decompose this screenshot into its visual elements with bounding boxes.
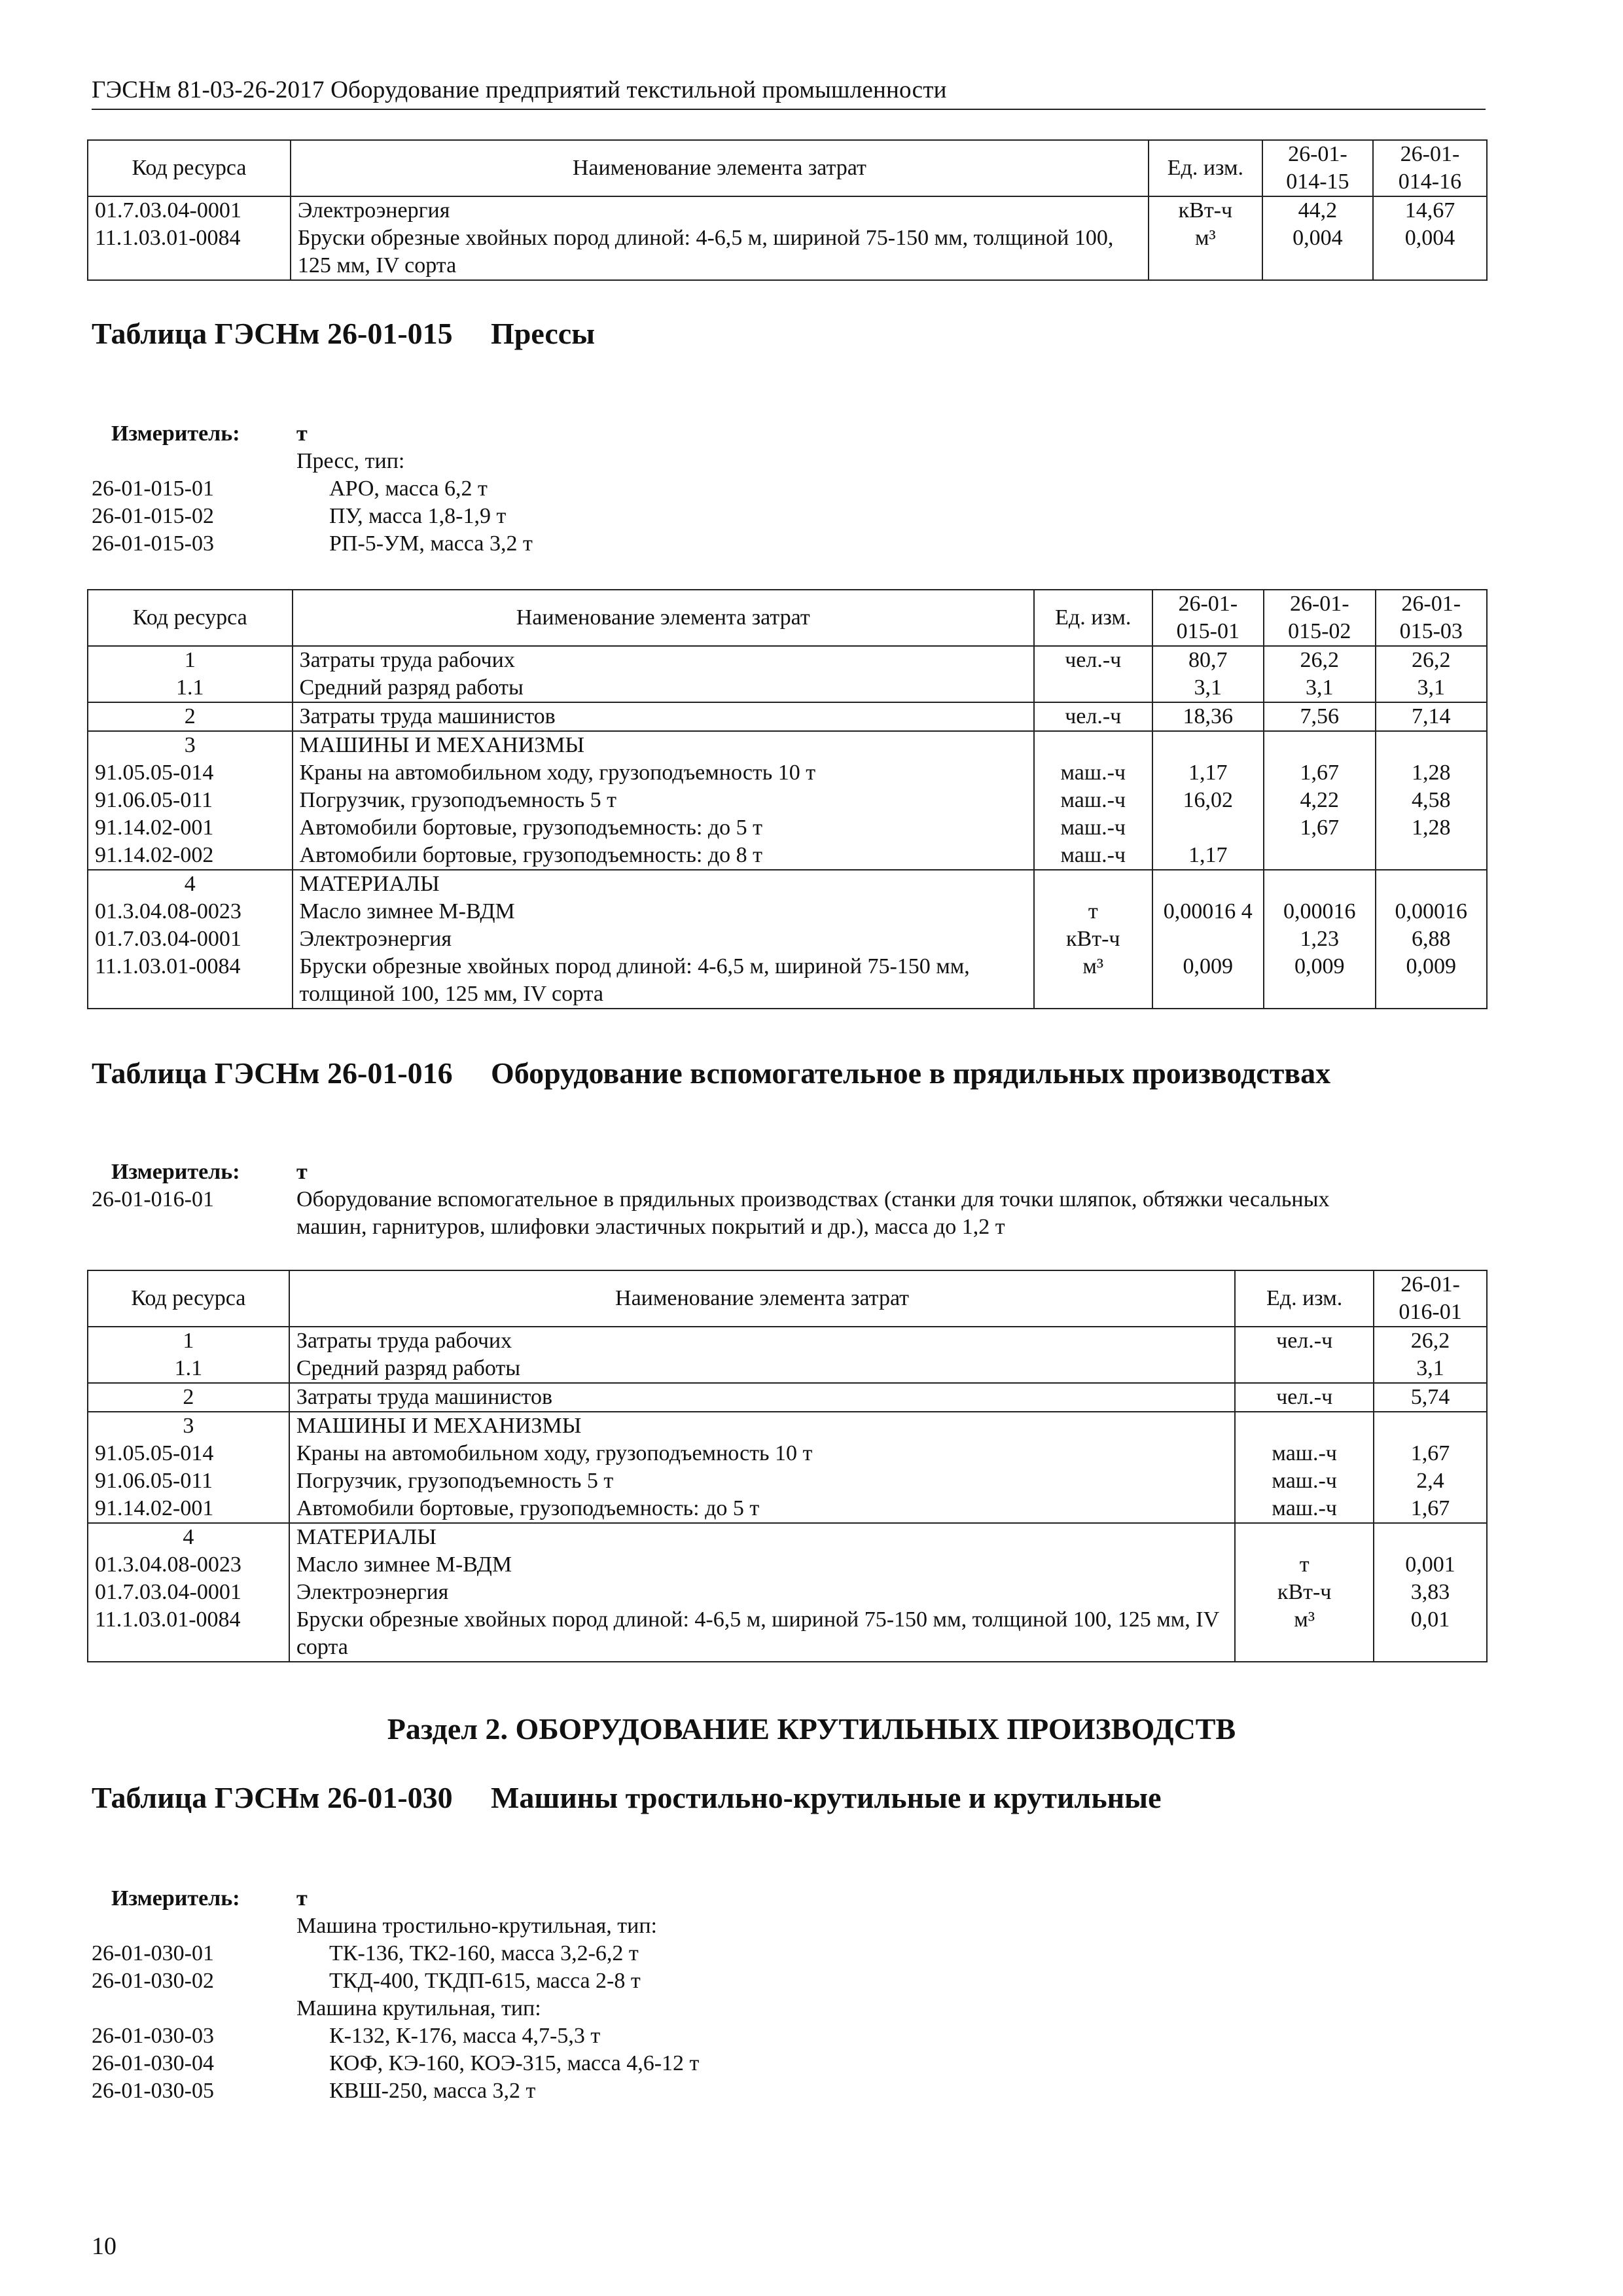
col-header-unit: Ед. изм. — [1235, 1270, 1374, 1327]
cell-unit: чел.-ч — [1034, 646, 1152, 674]
col-header-unit: Ед. изм. — [1149, 140, 1262, 196]
cell-name: Электроэнергия — [293, 925, 1034, 953]
item-code: 26-01-030-03 — [92, 2024, 214, 2048]
table-row — [88, 898, 1487, 925]
item-code: 26-01-030-02 — [92, 1969, 214, 1993]
cell-code: 11.1.03.01-0084 — [88, 1606, 289, 1662]
table-row — [88, 1579, 1487, 1606]
cell-value: 3,1 — [1374, 1355, 1487, 1383]
cell-code: 4 — [88, 870, 293, 898]
cell-value: 0,009 — [1264, 953, 1375, 1009]
cell-unit: маш.-ч — [1034, 787, 1152, 814]
cell-value: 1,67 — [1374, 1495, 1487, 1523]
cell-value: 0,009 — [1376, 953, 1488, 1009]
table-row — [88, 787, 1487, 814]
cell-value: 0,004 — [1373, 224, 1487, 280]
cell-value: 0,009 — [1152, 953, 1264, 1009]
table-group-row — [88, 1412, 1487, 1440]
cell-value: 4,58 — [1376, 787, 1488, 814]
cell-value: 2,4 — [1374, 1467, 1487, 1495]
cell-value: 0,00016 — [1264, 898, 1375, 925]
item-code: 26-01-016-01 — [92, 1187, 214, 1211]
cell-code: 1 — [88, 646, 293, 674]
cell-value: 26,2 — [1264, 646, 1375, 674]
table-016 — [87, 1270, 1488, 1662]
cell-unit: маш.-ч — [1034, 814, 1152, 842]
item-code: 26-01-030-01 — [92, 1941, 214, 1965]
cell-unit: чел.-ч — [1034, 702, 1152, 731]
item-code: 26-01-015-03 — [92, 531, 214, 556]
page-header-title: ГЭСНм 81-03-26-2017 Оборудование предприятий текстильной промышленности — [92, 77, 947, 103]
item-code: 26-01-030-04 — [92, 2051, 214, 2075]
cell-code: 91.05.05-014 — [88, 759, 293, 787]
cell-unit: маш.-ч — [1034, 759, 1152, 787]
cell-group-name: МАТЕРИАЛЫ — [293, 870, 1034, 898]
cell-value: 44,2 — [1262, 196, 1373, 224]
cell-unit: м³ — [1235, 1606, 1374, 1662]
measure-label: Измеритель: — [111, 1160, 240, 1184]
cell-value: 5,74 — [1374, 1383, 1487, 1412]
cell-name: Автомобили бортовые, грузоподъемность: до 5 т — [293, 814, 1034, 842]
cell-code: 01.3.04.08-0023 — [88, 898, 293, 925]
cell-name: Затраты труда рабочих — [289, 1327, 1235, 1355]
section-2-heading: Раздел 2. ОБОРУДОВАНИЕ КРУТИЛЬНЫХ ПРОИЗВОДСТВ — [387, 1712, 1236, 1746]
cell-code: 01.7.03.04-0001 — [88, 196, 291, 224]
item-text: КОФ, КЭ-160, КОЭ-315, масса 4,6-12 т — [329, 2051, 700, 2075]
cell-name: Масло зимнее М-ВДМ — [289, 1551, 1235, 1579]
table-row — [88, 702, 1487, 731]
cell-code: 11.1.03.01-0084 — [88, 953, 293, 1009]
table-030-measure-block — [92, 1885, 1486, 2103]
table-row — [88, 842, 1487, 870]
cell-unit: чел.-ч — [1235, 1327, 1374, 1355]
cell-code: 2 — [88, 702, 293, 731]
table-header-row — [88, 590, 1487, 646]
cell-name: Затраты труда машинистов — [289, 1383, 1235, 1412]
cell-code: 1.1 — [88, 1355, 289, 1383]
table-row — [88, 1495, 1487, 1523]
table-row — [88, 1606, 1487, 1662]
item-code: 26-01-030-05 — [92, 2079, 214, 2103]
cell-name: Бруски обрезные хвойных пород длиной: 4-6,5 м, шириной 75-150 мм, толщиной 100, 125 мм, IV сорта — [293, 953, 1034, 1009]
cell-value: 26,2 — [1376, 646, 1488, 674]
table-030-title — [92, 1777, 1486, 1862]
cell-name: Бруски обрезные хвойных пород длиной: 4-6,5 м, шириной 75-150 мм, толщиной 100, 125 мм, IV сорта — [291, 224, 1149, 280]
table-016-number: Таблица ГЭСНм 26-01-016 — [92, 1056, 453, 1090]
cell-name: Средний разряд работы — [293, 674, 1034, 702]
table-015-measure-block — [92, 420, 1486, 564]
cell-value: 6,88 — [1376, 925, 1488, 953]
col-header-26-01-016-01: 26-01-016-01 — [1374, 1270, 1487, 1327]
table-group-row — [88, 1523, 1487, 1551]
col-header-name: Наименование элемента затрат — [289, 1270, 1235, 1327]
cell-code: 91.06.05-011 — [88, 1467, 289, 1495]
measure-unit: т — [296, 1886, 308, 1910]
cell-name: Средний разряд работы — [289, 1355, 1235, 1383]
cell-name: Краны на автомобильном ходу, грузоподъемность 10 т — [289, 1440, 1235, 1467]
cell-value: 1,28 — [1376, 759, 1488, 787]
cell-unit — [1235, 1355, 1374, 1383]
table-row — [88, 953, 1487, 1009]
cell-value: 7,14 — [1376, 702, 1488, 731]
cell-value: 18,36 — [1152, 702, 1264, 731]
cell-value: 1,23 — [1264, 925, 1375, 953]
measure-group-label: Машина тростильно-крутильная, тип: — [296, 1914, 657, 1938]
col-header-26-01-014-15: 26-01-014-15 — [1262, 140, 1373, 196]
cell-unit: маш.-ч — [1235, 1495, 1374, 1523]
table-015-title — [92, 313, 1486, 398]
cell-code: 1.1 — [88, 674, 293, 702]
measure-group-label: Машина крутильная, тип: — [296, 1996, 541, 2020]
cell-unit: чел.-ч — [1235, 1383, 1374, 1412]
cell-value: 1,67 — [1264, 814, 1375, 842]
table-row — [88, 814, 1487, 842]
cell-value — [1376, 842, 1488, 870]
cell-code: 91.14.02-001 — [88, 1495, 289, 1523]
cell-code: 91.14.02-002 — [88, 842, 293, 870]
cell-value: 4,22 — [1264, 787, 1375, 814]
cell-value: 0,00016 — [1376, 898, 1488, 925]
col-header-code: Код ресурса — [88, 140, 291, 196]
table-header-row — [88, 140, 1487, 196]
cell-unit: м³ — [1149, 224, 1262, 280]
cell-code: 01.3.04.08-0023 — [88, 1551, 289, 1579]
cell-code: 3 — [88, 731, 293, 759]
cell-value: 3,1 — [1264, 674, 1375, 702]
cell-value — [1152, 814, 1264, 842]
item-text-line-1: Оборудование вспомогательное в прядильных производствах (станки для точки шляпок, обтяжки чесальных — [296, 1187, 1330, 1211]
table-row — [88, 674, 1487, 702]
cell-value: 80,7 — [1152, 646, 1264, 674]
page-number: 10 — [92, 2233, 116, 2260]
cell-code: 01.7.03.04-0001 — [88, 1579, 289, 1606]
cell-code: 4 — [88, 1523, 289, 1551]
cell-value: 0,001 — [1374, 1551, 1487, 1579]
table-row — [88, 1440, 1487, 1467]
cell-code: 1 — [88, 1327, 289, 1355]
cell-name: Погрузчик, грузоподъемность 5 т — [289, 1467, 1235, 1495]
header-divider — [92, 109, 1486, 110]
cell-code: 91.14.02-001 — [88, 814, 293, 842]
table-row — [88, 1355, 1487, 1383]
cell-unit: т — [1034, 898, 1152, 925]
table-row — [88, 1551, 1487, 1579]
cell-code: 3 — [88, 1412, 289, 1440]
table-row — [88, 1383, 1487, 1412]
item-text: ТКД-400, ТКДП-615, масса 2-8 т — [329, 1969, 641, 1993]
cell-value: 0,00016 4 — [1152, 898, 1264, 925]
measure-label: Измеритель: — [111, 422, 240, 446]
table-015-number: Таблица ГЭСНм 26-01-015 — [92, 317, 453, 350]
cell-value: 14,67 — [1373, 196, 1487, 224]
item-text: КВШ-250, масса 3,2 т — [329, 2079, 536, 2103]
table-015-name: Прессы — [491, 317, 596, 350]
cell-value: 1,67 — [1374, 1440, 1487, 1467]
col-header-unit: Ед. изм. — [1034, 590, 1152, 646]
cell-name: Автомобили бортовые, грузоподъемность: до 8 т — [293, 842, 1034, 870]
cell-unit: маш.-ч — [1235, 1467, 1374, 1495]
cell-name: Затраты труда рабочих — [293, 646, 1034, 674]
cell-code: 91.06.05-011 — [88, 787, 293, 814]
cell-value: 7,56 — [1264, 702, 1375, 731]
cell-unit — [1034, 674, 1152, 702]
table-row — [88, 224, 1487, 280]
cell-value: 3,1 — [1376, 674, 1488, 702]
table-row — [88, 646, 1487, 674]
item-text: К-132, К-176, масса 4,7-5,3 т — [329, 2024, 601, 2048]
table-row — [88, 196, 1487, 224]
cell-value: 3,83 — [1374, 1579, 1487, 1606]
col-header-26-01-015-03: 26-01-015-03 — [1376, 590, 1488, 646]
cell-name: Бруски обрезные хвойных пород длиной: 4-6,5 м, шириной 75-150 мм, толщиной 100, 125 мм, IV сорта — [289, 1606, 1235, 1662]
measure-unit: т — [296, 1160, 308, 1184]
cell-unit: т — [1235, 1551, 1374, 1579]
measure-label: Измеритель: — [111, 1886, 240, 1910]
table-row — [88, 1327, 1487, 1355]
table-015 — [87, 589, 1488, 1009]
table-row — [88, 1467, 1487, 1495]
cell-name: Затраты труда машинистов — [293, 702, 1034, 731]
cell-value — [1264, 842, 1375, 870]
col-header-code: Код ресурса — [88, 590, 293, 646]
cell-name: Краны на автомобильном ходу, грузоподъемность 10 т — [293, 759, 1034, 787]
cell-group-name: МАШИНЫ И МЕХАНИЗМЫ — [293, 731, 1034, 759]
measure-unit: т — [296, 422, 308, 446]
cell-unit: кВт-ч — [1034, 925, 1152, 953]
item-text: РП-5-УМ, масса 3,2 т — [329, 531, 533, 556]
cell-value: 0,01 — [1374, 1606, 1487, 1662]
cell-value: 16,02 — [1152, 787, 1264, 814]
table-row — [88, 925, 1487, 953]
measure-group-label: Пресс, тип: — [296, 449, 405, 473]
item-text-line-2: машин, гарнитуров, шлифовки эластичных покрытий и др.), масса до 1,2 т — [296, 1215, 1005, 1239]
item-code: 26-01-015-01 — [92, 476, 214, 501]
cell-name: Погрузчик, грузоподъемность 5 т — [293, 787, 1034, 814]
table-group-row — [88, 731, 1487, 759]
cell-value: 1,67 — [1264, 759, 1375, 787]
cell-value — [1152, 925, 1264, 953]
col-header-code: Код ресурса — [88, 1270, 289, 1327]
col-header-name: Наименование элемента затрат — [291, 140, 1149, 196]
table-row — [88, 759, 1487, 787]
table-016-name: Оборудование вспомогательное в прядильных производствах — [491, 1056, 1331, 1090]
col-header-26-01-015-01: 26-01-015-01 — [1152, 590, 1264, 646]
cell-name: Масло зимнее М-ВДМ — [293, 898, 1034, 925]
table-016-title — [92, 1052, 1486, 1138]
cell-code: 11.1.03.01-0084 — [88, 224, 291, 280]
cell-value: 0,004 — [1262, 224, 1373, 280]
cell-group-name: МАШИНЫ И МЕХАНИЗМЫ — [289, 1412, 1235, 1440]
table-030-name: Машины тростильно-крутильные и крутильные — [491, 1781, 1162, 1814]
cell-code: 01.7.03.04-0001 — [88, 925, 293, 953]
col-header-26-01-015-02: 26-01-015-02 — [1264, 590, 1375, 646]
cell-value: 3,1 — [1152, 674, 1264, 702]
col-header-26-01-014-16: 26-01-014-16 — [1373, 140, 1487, 196]
cell-code: 91.05.05-014 — [88, 1440, 289, 1467]
cell-name: Электроэнергия — [291, 196, 1149, 224]
item-code: 26-01-015-02 — [92, 504, 214, 528]
cell-unit: маш.-ч — [1235, 1440, 1374, 1467]
cell-code: 2 — [88, 1383, 289, 1412]
cell-name: Автомобили бортовые, грузоподъемность: до 5 т — [289, 1495, 1235, 1523]
cell-name: Электроэнергия — [289, 1579, 1235, 1606]
cell-unit: м³ — [1034, 953, 1152, 1009]
col-header-name: Наименование элемента затрат — [293, 590, 1034, 646]
cell-value: 1,28 — [1376, 814, 1488, 842]
item-text: ТК-136, ТК2-160, масса 3,2-6,2 т — [329, 1941, 639, 1965]
cell-group-name: МАТЕРИАЛЫ — [289, 1523, 1235, 1551]
cell-value: 1,17 — [1152, 842, 1264, 870]
cell-unit: кВт-ч — [1235, 1579, 1374, 1606]
item-text: АРО, масса 6,2 т — [329, 476, 488, 501]
table-016-measure-block — [92, 1158, 1486, 1244]
table-group-row — [88, 870, 1487, 898]
item-text: ПУ, масса 1,8-1,9 т — [329, 504, 507, 528]
table-030-number: Таблица ГЭСНм 26-01-030 — [92, 1781, 453, 1814]
cell-value: 26,2 — [1374, 1327, 1487, 1355]
cell-unit: кВт-ч — [1149, 196, 1262, 224]
cell-value: 1,17 — [1152, 759, 1264, 787]
table-014-continuation — [87, 139, 1488, 281]
table-header-row — [88, 1270, 1487, 1327]
cell-unit: маш.-ч — [1034, 842, 1152, 870]
